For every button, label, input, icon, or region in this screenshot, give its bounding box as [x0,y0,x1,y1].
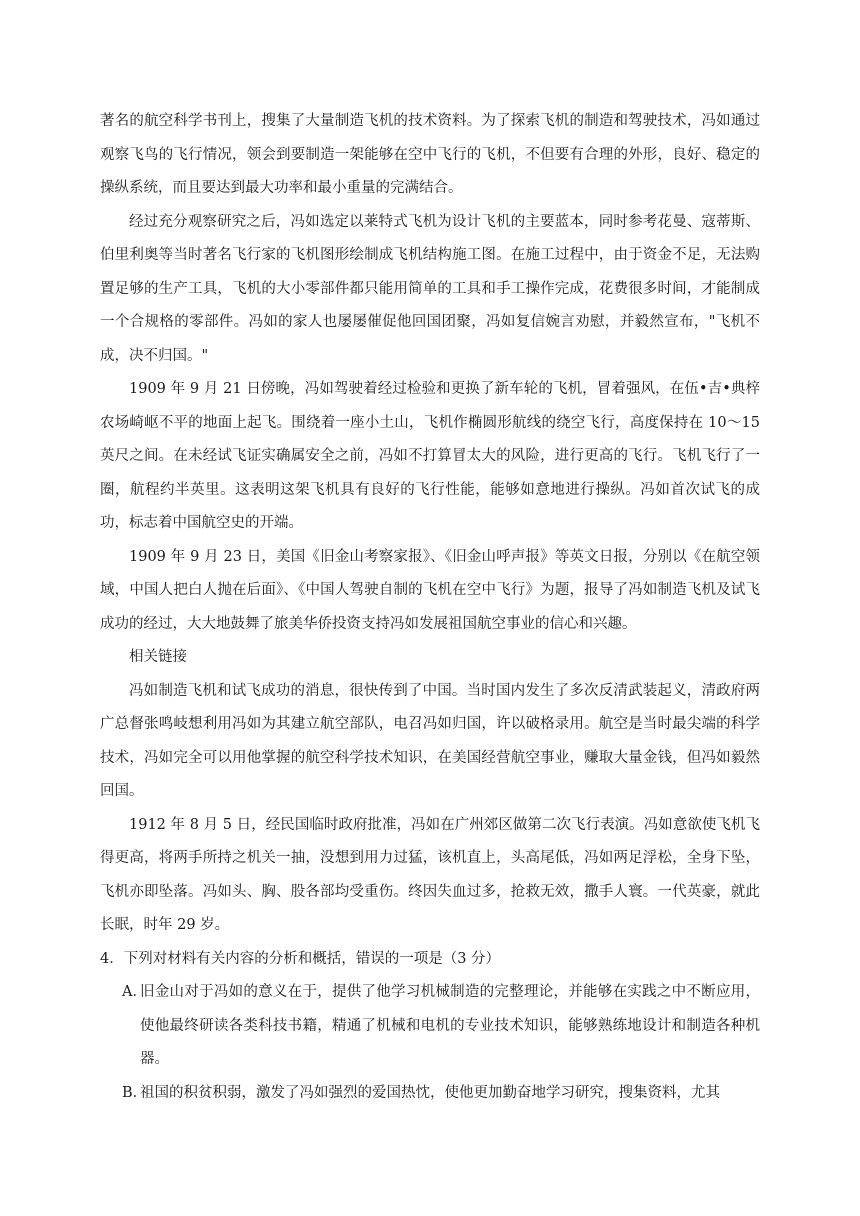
option-letter: A． [122,984,147,1000]
paragraph-materials-collected: 著名的航空科学书刊上，搜集了大量制造飞机的技术资料。为了探索飞机的制造和驾驶技术，冯如通过观察飞鸟的飞行情况，领会到要制造一架能够在空中飞行的飞机，不但要有合理的外形，良好、稳定的操纵系统，而且要达到最大功率和最小重量的完满结合。 [100,113,760,196]
option-text: 旧金山对于冯如的意义在于，提供了他学习机械制造的完整理论，并能够在实践之中不断应用，使他最终研读各类科技书籍，精通了机械和电机的专业技术知识，能够熟练地设计和制造各种机器。 [140,984,760,1067]
paragraph-press-coverage: 1909 年 9 月 23 日，美国《旧金山考察家报》、《旧金山呼声报》等英文日报，分别以《在航空领域，中国人把白人抛在后面》、《中国人驾驶自制的飞机在空中飞行》为题，报导了冯如制造飞机及试飞成功的经过，大大地鼓舞了旅美华侨投资支持冯如发展祖国航空事业的信心和兴趣。 [100,548,760,632]
section-heading-related-links: 相关链接 [129,649,187,665]
paragraph-first-flight: 1909 年 9 月 21 日傍晚，冯如驾驶着经过检验和更换了新车轮的飞机，冒着强风，在伍•吉•典梓农场崎岖不平的地面上起飞。围绕着一座小土山，飞机作椭圆形航线的绕空飞行，高度保持在 10～15 英尺之间。在未经试飞证实确属安全之前，冯如不打算冒太大的风险，进行更高的飞行。飞机飞行了一圈，航程约半英里。这表明这架飞机具有良好的飞行性能，能够如意地进行操纵。冯如首次试飞的成功，标志着中国航空史的开端。 [100,381,760,531]
option-letter: B． [122,1084,148,1101]
paragraph-design-and-build: 经过充分观察研究之后，冯如选定以莱特式飞机为设计飞机的主要蓝本，同时参考花曼、寇蒂斯、伯里利奥等当时著名飞行家的飞机图形绘制成飞机结构施工图。在施工过程中，由于资金不足，无法购置足够的生产工具，飞机的大小零部件都只能用简单的工具和手工操作完成，花费很多时间，才能制成一个合规格的零部件。冯如的家人也屡屡催促他回国团聚，冯如复信婉言劝慰，并毅然宣布，"飞机不成，决不归国。" [100,213,760,364]
question-4-option-a [100,976,760,1077]
option-text: 祖国的积贫积弱，激发了冯如强烈的爱国热忱，使他更加勤奋地学习研究，搜集资料，尤其 [140,1084,720,1101]
paragraph-second-flight: 1912 年 8 月 5 日，经民国临时政府批准，冯如在广州郊区做第二次飞行表演。冯如意欲使飞机飞得更高，将两手所持之机关一抽，没想到用力过猛，该机直上，头高尾低，冯如两足浮松，全身下坠，飞机亦即坠落。冯如头、胸、股各部均受重伤。终因失血过多，抢救无效，撒手人寰。一代英豪，就此长眠，时年 29 岁。 [100,816,760,933]
paragraph-return-to-china: 冯如制造飞机和试飞成功的消息，很快传到了中国。当时国内发生了多次反清武装起义，清政府两广总督张鸣岐想利用冯如为其建立航空部队，电召冯如归国，许以破格录用。航空是当时最尖端的科学技术，冯如完全可以用他掌握的航空科学技术知识，在美国经营航空事业，赚取大量金钱，但冯如毅然回国。 [100,682,760,799]
question-4-option-b [100,1077,760,1111]
document-page [100,105,760,1110]
question-4-stem: 4．下列对材料有关内容的分析和概括，错误的一项是（3 分） [100,950,501,967]
